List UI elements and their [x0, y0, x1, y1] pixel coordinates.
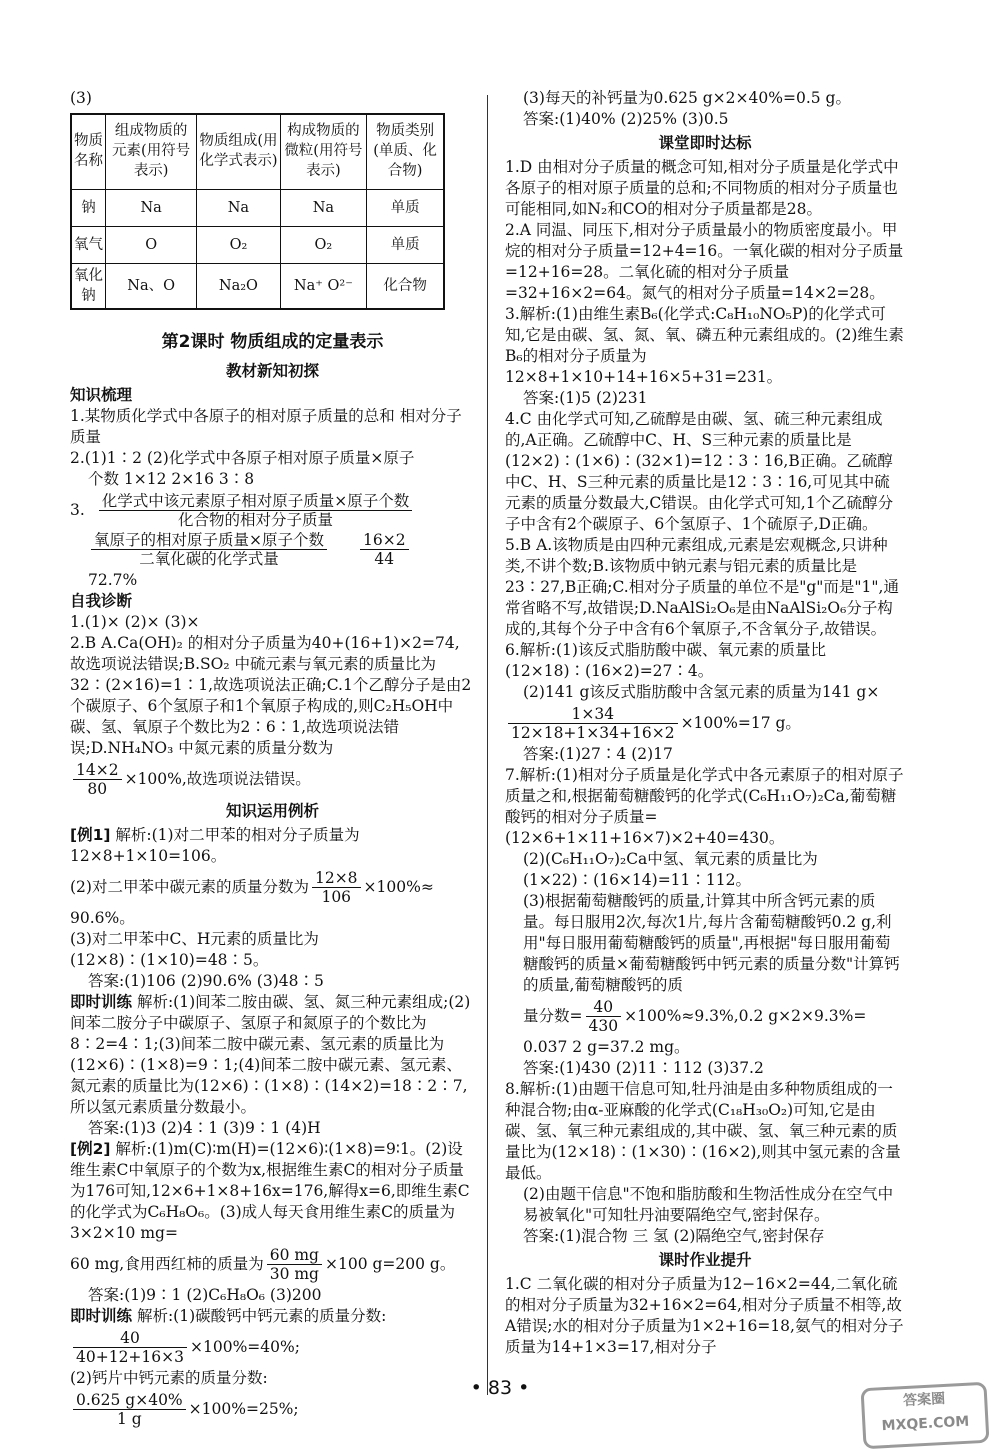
example-1-answer: 答案:(1)106 (2)90.6% (3)48∶5	[88, 972, 324, 990]
class-q3: 3.解析:(1)由维生素B₆(化学式:C₈H₁₀NO₅P)的化学式可知,它是由碳、氢、氮、氧、磷五种元素组成的。(2)维生素B₆的相对分子质量为12×8+1×10+14+16×5+31=231。	[505, 305, 904, 386]
example-2-answer: 答案:(1)9∶1 (2)C₆H₈O₆ (3)200	[88, 1286, 322, 1304]
review-item-1: 1.某物质化学式中各原子的相对原子质量的总和 相对分子质量	[70, 407, 462, 446]
calcium-gluconate-fraction: $\frac{40}{430}$	[586, 998, 622, 1035]
watermark-logo: 答案圈 MXQE.COM	[860, 1382, 989, 1450]
nitrogen-fraction: $\frac{14\times 2}{80}$	[73, 761, 122, 798]
class-q6-answer: 答案:(1)27∶4 (2)17	[523, 745, 673, 763]
table-cell: 钠	[71, 190, 106, 227]
drill-2-b: (2)钙片中钙元素的质量分数:	[70, 1369, 268, 1387]
table-cell: O	[106, 227, 197, 264]
oxygen-fraction-numeric: $\frac{16\times 2}{44}$	[360, 531, 409, 568]
section-homework: 课时作业提升	[658, 1251, 752, 1269]
class-q6-b: (2)141 g该反式脂肪酸中含氢元素的质量为141 g×	[523, 683, 880, 701]
class-q6: 6.解析:(1)该反式脂肪酸中碳、氧元素的质量比(12×18)∶(16×2)=27∶4。	[505, 641, 826, 680]
drill-2-answer: 答案:(1)40% (2)25% (3)0.5	[523, 110, 729, 128]
tomato-fraction: $\frac{60 mg}{30 mg}$	[267, 1246, 322, 1283]
example-1: [例1] 解析:(1)对二甲苯的相对分子质量为12×8+1×10=106。	[70, 826, 360, 865]
table-cell: Na	[280, 190, 367, 227]
class-q7-b: (2)(C₆H₁₁O₇)₂Ca中氢、氧元素的质量比为(1×22)∶(16×14)=11∶112。	[523, 850, 818, 889]
review-item-3-result: 72.7%	[88, 571, 138, 589]
class-q1: 1.D 由相对分子质量的概念可知,相对分子质量是化学式中各原子的相对原子质量的总和;不同物质的相对分子质量也可能相同,如N₂和CO的相对分子质量都是28。	[505, 158, 899, 218]
section-class-check: 课堂即时达标	[658, 134, 752, 152]
self-check-2: 2.B A.Ca(OH)₂ 的相对分子质量为40+(16+1)×2=74,故选项说法错误;B.SO₂ 中硫元素与氧元素的质量比为32∶(2×16)=1∶1,故选项说法正确;C.1个乙醇分子是由2个碳原子、6个氢原子和1个氧原子构成的,则C₂H₅OH中碳、氢、氧原子个数比为2∶6∶1,故选项说法错误;D.NH₄NO₃ 中氮元素的质量分数为	[70, 634, 472, 757]
column-divider	[487, 95, 488, 1395]
homework-q1: 1.C 二氧化碳的相对分子质量为12−16×2=44,二氧化硫的相对分子质量为32+16×2=64,相对分子质量不相等,故A错误;水的相对分子质量为1×2+16=18,氨气的相对分子质量为14+1×3=17,相对分子	[505, 1275, 904, 1356]
class-q8-answer: 答案:(1)混合物 三 氢 (2)隔绝空气,密封保存	[523, 1227, 825, 1245]
table-label: (3)	[70, 89, 92, 107]
section-new-knowledge: 教材新知初探	[225, 362, 319, 380]
table-cell: O₂	[197, 227, 280, 264]
table-cell: Na	[197, 190, 280, 227]
review-item-2b: 个数 1×12 2×16 3∶8	[88, 470, 255, 488]
review-item-3-co2	[70, 531, 475, 568]
table-cell: Na⁺ O²⁻	[280, 264, 367, 310]
example-2-b: 60 mg,食用西红柿的质量为 $\frac{60 mg}{30 mg}$ ×100 g=200 g。	[70, 1246, 456, 1283]
class-q8-b: (2)由题干信息"不饱和脂肪酸和生物活性成分在空气中易被氧化"可知牡丹油要隔绝空气,密封保存。	[523, 1185, 894, 1224]
calcium-carbonate-fraction: $\frac{40}{40+12+16\times 3}$	[73, 1329, 187, 1366]
table-header-cell: 构成物质的微粒(用符号表示)	[280, 114, 367, 190]
class-q4: 4.C 由化学式可知,乙硫醇是由碳、氢、硫三种元素组成的,A正确。乙硫醇中C、H、S三种元素的质量比是(12×2)∶(1×6)∶(32×1)=12∶3∶16,B正确。乙硫醇中C、H、S三种元素的质量比是12∶3∶16,可见其中硫元素的质量分数最大,C错误。由化学式可知,1个乙硫醇分子中含有2个碳原子、6个氢原子、1个硫原子,D正确。	[505, 410, 894, 533]
heading-knowledge-review: 知识梳理	[70, 386, 133, 404]
table-cell: Na、O	[106, 264, 197, 310]
table-cell: 氧气	[71, 227, 106, 264]
lesson-title: 第2课时 物质组成的定量表示	[161, 332, 384, 352]
class-q7-e: 0.037 2 g=37.2 mg。	[523, 1038, 690, 1056]
table-cell: 化合物	[367, 264, 444, 310]
table-header-cell: 物质类别(单质、化合物)	[367, 114, 444, 190]
table-cell: O₂	[280, 227, 367, 264]
left-column	[70, 88, 475, 1430]
table-row	[71, 264, 444, 310]
review-item-2a: 2.(1)1∶2 (2)化学式中各原子相对原子质量×原子	[70, 449, 415, 467]
class-q3-answer: 答案:(1)5 (2)231	[523, 389, 648, 407]
example-1-b: (2)对二甲苯中碳元素的质量分数为 $\frac{12\times 8}{106}$ ×100%≈	[70, 869, 434, 906]
class-q7-fraction: 量分数= $\frac{40}{430}$ ×100%≈9.3%,0.2 g×2×9.3%=	[523, 998, 867, 1035]
class-q2: 2.A 同温、同压下,相对分子质量最小的物质密度最小。甲烷的相对分子质量=12+4=16。一氧化碳的相对分子质量=12+16=28。二氧化硫的相对分子质量=32+16×2=64。氮气的相对分子质量=14×2=28。	[505, 221, 904, 302]
heading-self-check: 自我诊断	[70, 592, 133, 610]
class-q8: 8.解析:(1)由题干信息可知,牡丹油是由多种物质组成的一种混合物;由α-亚麻酸的化学式(C₁₈H₃₀O₂)可知,它是由碳、氢、氧三种元素组成的,其中碳、氢、氧三种元素的质量比为(12×18)∶(1×30)∶(16×2),则其中氢元素的含量最低。	[505, 1080, 901, 1182]
example-1-b2: 90.6%。	[70, 909, 135, 927]
drill-2-c: (3)每天的补钙量为0.625 g×2×40%=0.5 g。	[523, 89, 851, 107]
class-q7-answer: 答案:(1)430 (2)11∶112 (3)37.2	[523, 1059, 764, 1077]
class-q5: 5.B A.该物质是由四种元素组成,元素是宏观概念,只讲种类,不讲个数;B.该物质中钠元素与铝元素的质量比是23∶27,B正确;C.相对分子质量的单位不是"g"而是"1",通常省略不写,故错误;D.NaAlSi₂O₆是由NaAlSi₂O₆分子构成的,其每个分子中含有6个氧原子,不含氧分子,故错误。	[505, 536, 899, 638]
table-header-cell: 组成物质的元素(用符号表示)	[106, 114, 197, 190]
table-row	[71, 227, 444, 264]
review-item-3: 3. $\frac{\text{化学式中该元素原子相对原子质量×原子个数}}{\text{化合物的相对分子质量}}$	[70, 492, 475, 529]
table-header-cell: 物质名称	[71, 114, 106, 190]
drill-1-answer: 答案:(1)3 (2)4∶1 (3)9∶1 (4)H	[88, 1119, 321, 1137]
example-1-c: (3)对二甲苯中C、H元素的质量比为(12×8)∶(1×10)=48∶5。	[70, 930, 319, 969]
table-cell: Na₂O	[197, 264, 280, 310]
table-row	[71, 190, 444, 227]
section-application: 知识运用例析	[225, 802, 319, 820]
drill-2-fraction-2: $\frac{0.625 g\times 40\%}{1 g}$ ×100%=25%;	[70, 1391, 475, 1428]
drill-2-fraction-1: $\frac{40}{40+12+16\times 3}$ ×100%=40%;	[70, 1329, 475, 1366]
class-q6-fraction: $\frac{1\times 34}{12\times 18+1\times 34+16\times 2}$ ×100%=17 g。	[505, 705, 905, 742]
hydrogen-fraction: $\frac{1\times 34}{12\times 18+1\times 34+16\times 2}$	[508, 705, 678, 742]
table-cell: 氧化钠	[71, 264, 106, 310]
drill-2: 即时训练 解析:(1)碳酸钙中钙元素的质量分数:	[70, 1307, 387, 1325]
class-q7-c: (3)根据葡萄糖酸钙的质量,计算其中所含钙元素的质量。每日服用2次,每次1片,每片含葡萄糖酸钙0.2 g,利用"每日服用葡萄糖酸钙的质量",再根据"每日服用葡萄糖酸钙的质量×葡萄糖酸钙中钙元素的质量分数"计算钙的质量,葡萄糖酸钙的质	[523, 892, 900, 994]
self-check-2-fraction: $\frac{14\times 2}{80}$ ×100%,故选项说法错误。	[70, 761, 475, 798]
carbon-fraction: $\frac{12\times 8}{106}$	[312, 869, 361, 906]
class-q7: 7.解析:(1)相对分子质量是化学式中各元素原子的相对原子质量之和,根据葡萄糖酸钙的化学式(C₆H₁₁O₇)₂Ca,葡萄糖酸钙的相对分子质量=(12×6+1×11+16×7)×2+40=430。	[505, 766, 904, 847]
table-cell: 单质	[367, 227, 444, 264]
example-2: [例2] 解析:(1)m(C)∶m(H)=(12×6)∶(1×8)=9∶1。(2)设维生素C中氧原子的个数为x,根据维生素C的相对分子质量为176可知,12×6+1×8+16x=176,解得x=6,即维生素C的化学式为C₆H₈O₆。(3)成人每天食用维生素C的质量为3×2×10 mg=	[70, 1140, 470, 1242]
table-cell: 单质	[367, 190, 444, 227]
substance-table	[70, 113, 445, 310]
tablet-calcium-fraction: $\frac{0.625 g\times 40\%}{1 g}$	[73, 1391, 186, 1428]
table-cell: Na	[106, 190, 197, 227]
drill-1: 即时训练 解析:(1)间苯二胺由碳、氢、氮三种元素组成;(2)间苯二胺分子中碳原子、氢原子和氮原子的个数比为8∶2=4∶1;(3)间苯二胺中碳元素、氢元素的质量比为(12×6)∶(1×8)=9∶1;(4)间苯二胺中碳元素、氢元素、氮元素的质量比为(12×6)∶(1×8)∶(14×2)=18∶2∶7,所以氢元素质量分数最小。	[70, 993, 471, 1116]
table-header-cell: 物质组成(用化学式表示)	[197, 114, 280, 190]
mass-fraction-formula: $\frac{\text{化学式中该元素原子相对原子质量×原子个数}}{\text{化合物的相对分子质量}}$	[99, 492, 413, 529]
page-number: • 83 •	[470, 1377, 530, 1399]
self-check-1: 1.(1)× (2)× (3)×	[70, 613, 200, 631]
right-column	[505, 88, 905, 1358]
oxygen-fraction: $\frac{\text{氧原子的相对原子质量×原子个数}}{\text{二氧化碳的化学式量}}$	[91, 531, 327, 568]
table-header-row	[71, 114, 444, 190]
